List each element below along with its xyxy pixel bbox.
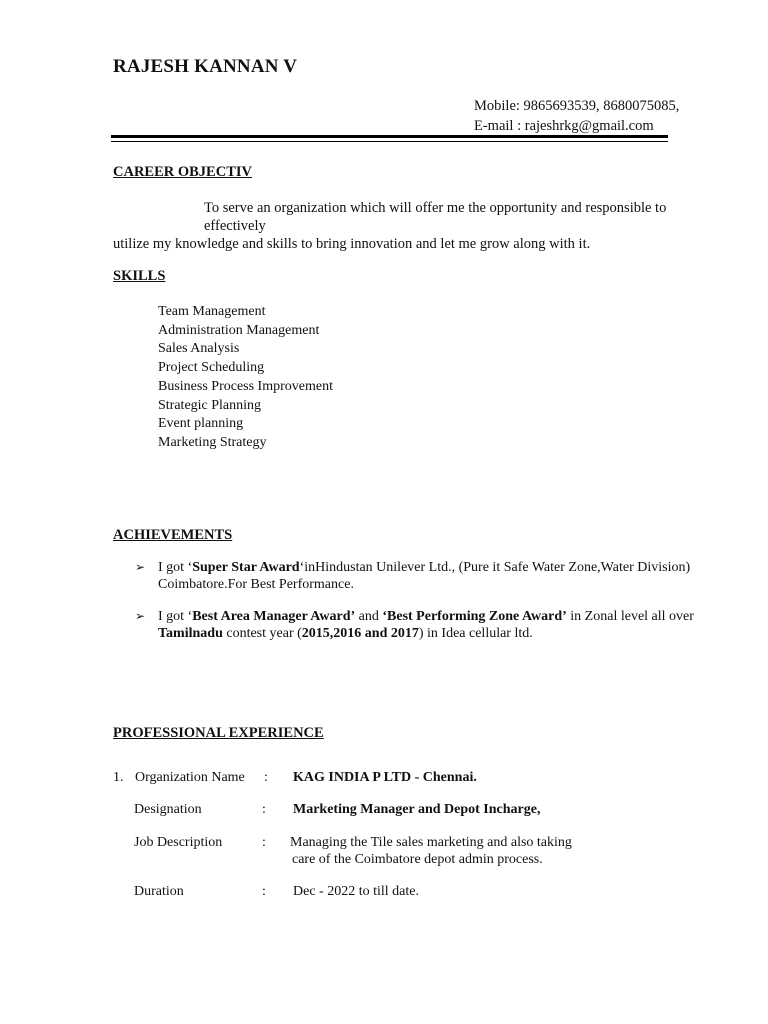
experience-number: 1. xyxy=(113,770,124,785)
skills-heading: SKILLS xyxy=(113,268,166,284)
duration-label: Duration xyxy=(134,884,184,899)
mobile-text: Mobile: 9865693539, 8680075085, xyxy=(474,98,680,114)
career-objective-text xyxy=(113,199,713,253)
text-run: Coimbatore.For Best Performance. xyxy=(158,577,354,592)
skill-item: Strategic Planning xyxy=(158,397,262,413)
arrow-bullet-icon: ➢ xyxy=(135,560,146,574)
achievement-text xyxy=(158,559,713,593)
skill-item: Business Process Improvement xyxy=(158,378,333,394)
colon: : xyxy=(262,884,266,899)
job-line-2: care of the Coimbatore depot admin process. xyxy=(292,852,543,867)
skill-item: Event planning xyxy=(158,416,244,432)
award-name: Super Star Award xyxy=(192,560,300,575)
org-value: KAG INDIA P LTD - Chennai. xyxy=(293,770,477,785)
colon: : xyxy=(262,835,266,850)
text-run: contest year ( xyxy=(222,626,302,641)
colon: : xyxy=(262,802,266,817)
text-run: ‘inHindustan Unilever Ltd., (Pure it Safe Water Zone,Water Division) xyxy=(299,560,691,575)
text-run: and xyxy=(355,609,383,624)
contact-block xyxy=(474,96,679,136)
duration-value: Dec - 2022 to till date. xyxy=(293,884,419,899)
email-text: E-mail : rajeshrkg@gmail.com xyxy=(474,118,654,134)
header-divider-thin xyxy=(111,141,668,142)
text-run: in Zonal level all over xyxy=(566,609,694,624)
designation-value: Marketing Manager and Depot Incharge, xyxy=(293,802,541,817)
award-name: ‘Best Performing Zone Award’ xyxy=(382,609,567,624)
experience-heading: PROFESSIONAL EXPERIENCE xyxy=(113,725,324,741)
designation-label: Designation xyxy=(134,802,202,817)
text-run: ) in Idea cellular ltd. xyxy=(418,626,533,641)
arrow-bullet-icon: ➢ xyxy=(135,609,146,623)
text-run: I got ‘ xyxy=(158,609,193,624)
skills-list xyxy=(158,303,333,453)
skill-item: Marketing Strategy xyxy=(158,434,267,450)
header-divider-thick xyxy=(111,135,668,138)
achievements-heading: ACHIEVEMENTS xyxy=(113,527,233,543)
objective-line-1: To serve an organization which will offer me the opportunity and responsible to effectively xyxy=(204,200,667,234)
achievement-text xyxy=(158,608,713,642)
skill-item: Administration Management xyxy=(158,322,320,338)
job-description-value xyxy=(290,834,572,868)
org-label: Organization Name xyxy=(135,770,245,785)
job-description-label: Job Description xyxy=(134,835,223,850)
objective-line-2: utilize my knowledge and skills to bring innovation and let me grow along with it. xyxy=(113,236,591,252)
skill-item: Team Management xyxy=(158,304,266,319)
achievement-item xyxy=(113,608,713,642)
career-objective-heading: CAREER OBJECTIV xyxy=(113,164,252,180)
job-line-1: Managing the Tile sales marketing and also taking xyxy=(290,835,572,850)
candidate-name: RAJESH KANNAN V xyxy=(113,56,298,77)
skill-item: Sales Analysis xyxy=(158,341,240,357)
text-run: I got ‘ xyxy=(158,560,193,575)
region-name: Tamilnadu xyxy=(158,626,223,641)
contest-years: 2015,2016 and 2017 xyxy=(301,626,419,641)
achievement-item xyxy=(113,559,713,593)
skill-item: Project Scheduling xyxy=(158,360,265,376)
colon: : xyxy=(264,770,268,785)
award-name: Best Area Manager Award’ xyxy=(192,609,356,624)
